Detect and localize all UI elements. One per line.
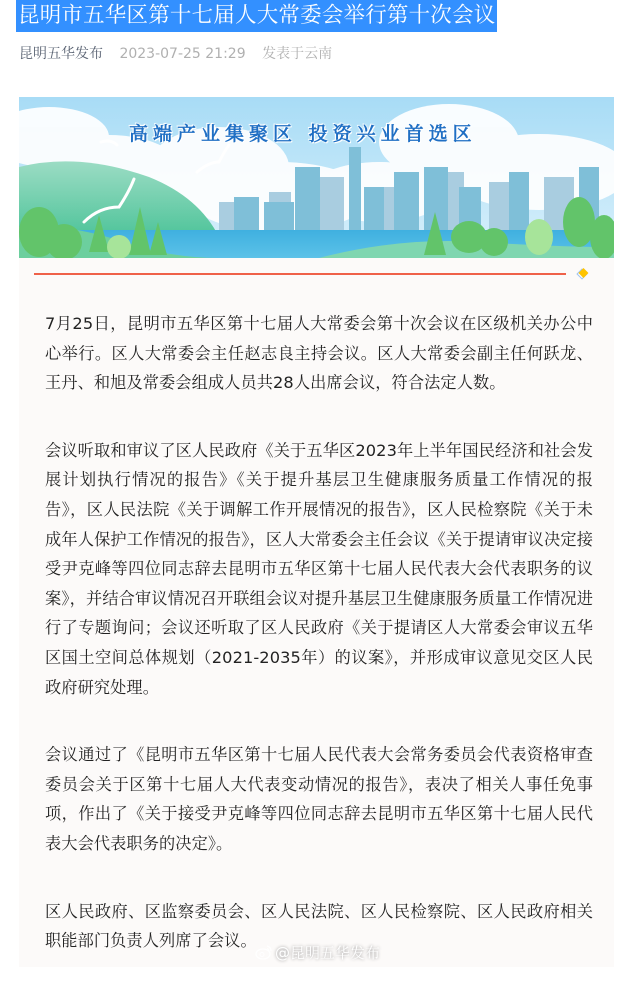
- banner-slogan: 高端产业集聚区 投资兴业首选区: [129, 123, 477, 145]
- article-meta: [19, 43, 332, 65]
- publish-location: 发表于云南: [262, 46, 333, 62]
- article-title-container: [16, 0, 497, 32]
- paragraph-3: 会议通过了《昆明市五华区第十七届人民代表大会常务委员会代表资格审查委员会关于区第十七届人大代表变动情况的报告》，表决了相关人事任免事项，作出了《关于接受尹克峰等四位同志辞去昆明市五华区第十七届人民代表大会代表职务的决定》。: [45, 745, 593, 853]
- watermark-text: @昆明五华发布: [275, 944, 381, 962]
- paragraph-2: 会议听取和审议了区人民政府《关于五华区2023年上半年国民经济和社会发展计划执行情况的报告》《关于提升基层卫生健康服务质量工作情况的报告》，区人民法院《关于调解工作开展情况的报告》，区人民检察院《关于未成年人保护工作情况的报告》，区人大常委会主任会议《关于提请审议决定接受尹克峰等四位同志辞去昆明市五华区第十七届人民代表大会代表职务的议案》，并结合审议情况召开联组会议对提升基层卫生健康服务质量工作情况进行了专题询问；会议还听取了区人民政府《关于提请区人大常委会审议五华区国土空间总体规划（2021-2035年）的议案》，并形成审议意见交区人民政府研究处理。: [45, 440, 593, 697]
- section-divider: [34, 273, 566, 275]
- weibo-logo-icon: [255, 944, 273, 960]
- article-content: [19, 97, 614, 967]
- publish-datetime: 2023-07-25 21:29: [119, 46, 246, 62]
- weibo-watermark: [255, 942, 380, 963]
- paragraph-4: 区人民政府、区监察委员会、区人民法院、区人民检察院、区人民政府相关职能部门负责人列席了会议。: [45, 901, 593, 951]
- author-link[interactable]: 昆明五华发布: [19, 46, 103, 62]
- diamond-icon: [575, 267, 589, 281]
- article-title: 昆明市五华区第十七届人大常委会举行第十次会议: [16, 0, 497, 32]
- article-body: [45, 309, 593, 994]
- banner-image: [19, 97, 614, 258]
- paragraph-1: 7月25日，昆明市五华区第十七届人大常委会第十次会议在区级机关办公中心举行。区人大常委会主任赵志良主持会议。区人大常委会副主任何跃龙、王丹、和旭及常委会组成人员共28人出席会议，符合法定人数。: [45, 314, 593, 393]
